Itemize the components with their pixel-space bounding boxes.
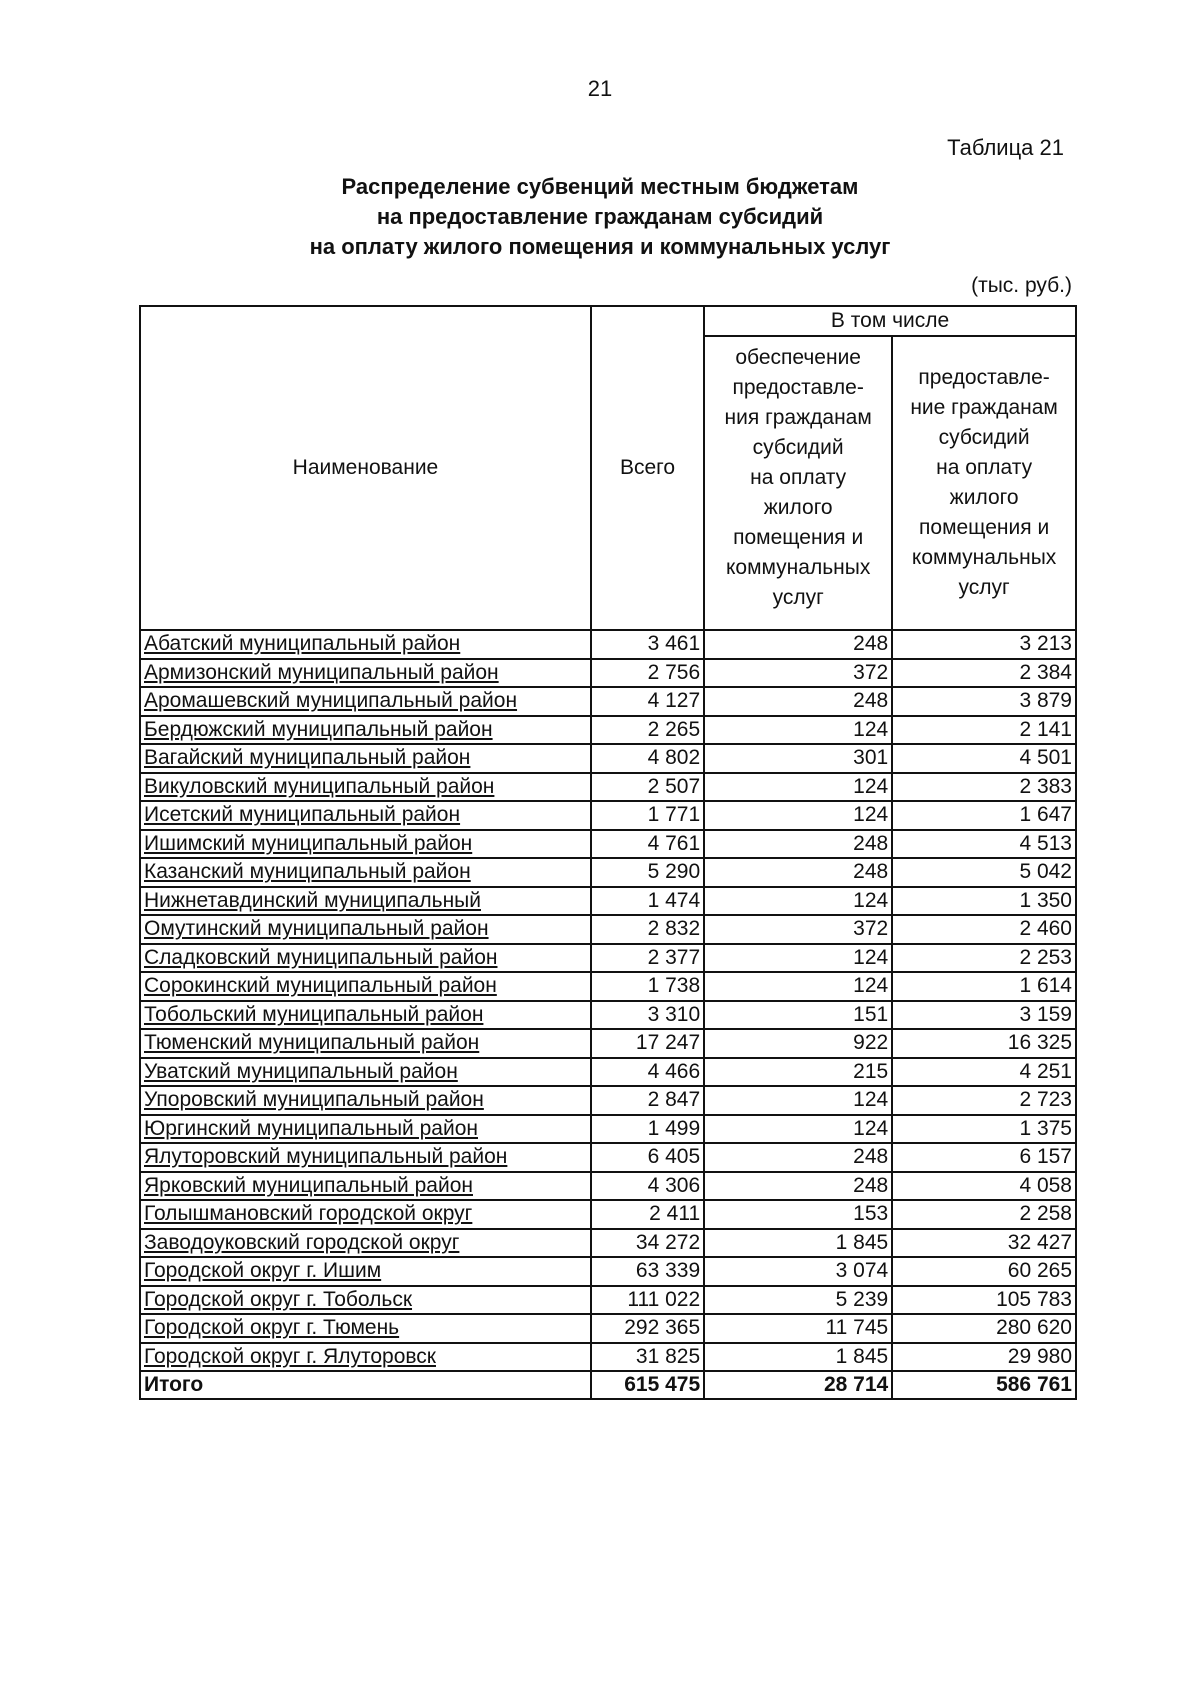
row-name: Городской округ г. Ялуторовск: [140, 1343, 591, 1372]
row-col1: 248: [704, 630, 892, 659]
header-col1-line: услуг: [772, 586, 824, 609]
row-total: 1 738: [591, 972, 704, 1001]
title-line-2: на предоставление гражданам субсидий: [376, 204, 824, 229]
row-col2: 4 513: [892, 830, 1076, 859]
row-total: 2 507: [591, 773, 704, 802]
row-col2: 1 614: [892, 972, 1076, 1001]
row-total: 2 756: [591, 659, 704, 688]
row-col1: 372: [704, 659, 892, 688]
header-col2-line: коммунальных: [911, 546, 1057, 569]
total-row: [140, 1371, 1076, 1399]
row-total: 2 411: [591, 1200, 704, 1229]
row-col1: 248: [704, 1143, 892, 1172]
row-col1: 124: [704, 887, 892, 916]
table-row: [140, 1229, 1076, 1258]
table-row: [140, 830, 1076, 859]
row-col1: 124: [704, 773, 892, 802]
table-row: [140, 716, 1076, 745]
row-total: 5 290: [591, 858, 704, 887]
table-row: [140, 1001, 1076, 1030]
header-col2-line: предоставле-: [918, 366, 1050, 389]
total-col1: 28 714: [704, 1371, 892, 1399]
row-col1: 153: [704, 1200, 892, 1229]
row-name: Казанский муниципальный район: [140, 858, 591, 887]
row-total: 4 466: [591, 1058, 704, 1087]
row-total: 2 832: [591, 915, 704, 944]
header-col1-line: обеспечение: [735, 346, 861, 369]
header-col1-line: помещения и: [733, 526, 864, 549]
table-row: [140, 1200, 1076, 1229]
row-col2: 4 251: [892, 1058, 1076, 1087]
header-col1-line: субсидий: [752, 436, 844, 459]
row-col2: 3 213: [892, 630, 1076, 659]
row-name: Вагайский муниципальный район: [140, 744, 591, 773]
header-name: Наименование: [140, 306, 591, 630]
row-name: Городской округ г. Тюмень: [140, 1314, 591, 1343]
row-col1: 248: [704, 830, 892, 859]
row-col2: 60 265: [892, 1257, 1076, 1286]
header-col2-line: субсидий: [938, 426, 1030, 449]
row-col2: 6 157: [892, 1143, 1076, 1172]
document-title: [0, 172, 1200, 262]
row-total: 31 825: [591, 1343, 704, 1372]
row-col2: 3 879: [892, 687, 1076, 716]
row-total: 4 306: [591, 1172, 704, 1201]
row-total: 34 272: [591, 1229, 704, 1258]
row-col1: 1 845: [704, 1343, 892, 1372]
units-label: (тыс. руб.): [971, 274, 1072, 297]
row-name: Абатский муниципальный район: [140, 630, 591, 659]
table-row: [140, 858, 1076, 887]
row-name: Бердюжский муниципальный район: [140, 716, 591, 745]
row-col2: 3 159: [892, 1001, 1076, 1030]
row-col1: 248: [704, 1172, 892, 1201]
row-col1: 124: [704, 1086, 892, 1115]
title-line-3: на оплату жилого помещения и коммунальных услуг: [309, 234, 891, 259]
row-col2: 2 383: [892, 773, 1076, 802]
row-total: 4 802: [591, 744, 704, 773]
row-col1: 151: [704, 1001, 892, 1030]
row-col2: 4 501: [892, 744, 1076, 773]
table-row: [140, 972, 1076, 1001]
table-row: [140, 801, 1076, 830]
row-total: 1 474: [591, 887, 704, 916]
row-name: Ишимский муниципальный район: [140, 830, 591, 859]
row-col2: 2 384: [892, 659, 1076, 688]
table-row: [140, 687, 1076, 716]
row-total: 3 461: [591, 630, 704, 659]
row-name: Уватский муниципальный район: [140, 1058, 591, 1087]
row-col1: 215: [704, 1058, 892, 1087]
table-row: [140, 915, 1076, 944]
subsidy-table: [139, 305, 1077, 1400]
page-number: 21: [587, 76, 613, 101]
row-total: 2 847: [591, 1086, 704, 1115]
row-name: Упоровский муниципальный район: [140, 1086, 591, 1115]
row-col1: 11 745: [704, 1314, 892, 1343]
row-col2: 29 980: [892, 1343, 1076, 1372]
title-line-1: Распределение субвенций местным бюджетам: [341, 174, 859, 199]
header-total: Всего: [591, 306, 704, 630]
row-col2: 1 375: [892, 1115, 1076, 1144]
row-col2: 2 253: [892, 944, 1076, 973]
row-name: Тобольский муниципальный район: [140, 1001, 591, 1030]
row-col1: 1 845: [704, 1229, 892, 1258]
table-row: [140, 1143, 1076, 1172]
header-col2-line: на оплату: [936, 456, 1033, 479]
row-col1: 248: [704, 687, 892, 716]
table-row: [140, 887, 1076, 916]
row-total: 1 771: [591, 801, 704, 830]
row-name: Викуловский муниципальный район: [140, 773, 591, 802]
row-col2: 1 647: [892, 801, 1076, 830]
total-col2: 586 761: [892, 1371, 1076, 1399]
row-name: Городской округ г. Ишим: [140, 1257, 591, 1286]
header-col2-line: ние гражданам: [910, 396, 1058, 419]
total-total: 615 475: [591, 1371, 704, 1399]
header-col2-line: помещения и: [919, 516, 1050, 539]
row-name: Юргинский муниципальный район: [140, 1115, 591, 1144]
header-col1: [704, 336, 892, 630]
row-col1: 124: [704, 801, 892, 830]
table-row: [140, 773, 1076, 802]
row-name: Голышмановский городской округ: [140, 1200, 591, 1229]
row-name: Аромашевский муниципальный район: [140, 687, 591, 716]
row-name: Ярковский муниципальный район: [140, 1172, 591, 1201]
row-col2: 2 258: [892, 1200, 1076, 1229]
table-row: [140, 1257, 1076, 1286]
table-row: [140, 1029, 1076, 1058]
row-col2: 4 058: [892, 1172, 1076, 1201]
row-name: Сладковский муниципальный район: [140, 944, 591, 973]
row-col2: 280 620: [892, 1314, 1076, 1343]
row-col2: 105 783: [892, 1286, 1076, 1315]
table-label: Таблица 21: [947, 135, 1064, 160]
table-row: [140, 1058, 1076, 1087]
row-col1: 124: [704, 944, 892, 973]
row-col1: 124: [704, 1115, 892, 1144]
header-col1-line: ния гражданам: [724, 406, 872, 429]
row-col2: 2 723: [892, 1086, 1076, 1115]
table-row: [140, 1314, 1076, 1343]
table-row: [140, 1086, 1076, 1115]
row-total: 17 247: [591, 1029, 704, 1058]
row-col2: 16 325: [892, 1029, 1076, 1058]
header-col1-line: коммунальных: [725, 556, 871, 579]
row-col1: 372: [704, 915, 892, 944]
row-col2: 32 427: [892, 1229, 1076, 1258]
row-col2: 1 350: [892, 887, 1076, 916]
row-total: 111 022: [591, 1286, 704, 1315]
row-total: 292 365: [591, 1314, 704, 1343]
row-total: 4 761: [591, 830, 704, 859]
header-group: В том числе: [704, 306, 1076, 336]
row-name: Исетский муниципальный район: [140, 801, 591, 830]
row-total: 63 339: [591, 1257, 704, 1286]
table-row: [140, 1343, 1076, 1372]
table-row: [140, 1115, 1076, 1144]
row-total: 3 310: [591, 1001, 704, 1030]
header-col1-line: предоставле-: [732, 376, 864, 399]
row-name: Заводоуковский городской округ: [140, 1229, 591, 1258]
row-name: Нижнетавдинский муниципальный: [140, 887, 591, 916]
header-col2-line: услуг: [958, 576, 1010, 599]
row-col1: 124: [704, 716, 892, 745]
row-col2: 2 141: [892, 716, 1076, 745]
row-name: Городской округ г. Тобольск: [140, 1286, 591, 1315]
table-row: [140, 1172, 1076, 1201]
header-col1-line: на оплату: [750, 466, 847, 489]
row-total: 2 265: [591, 716, 704, 745]
row-name: Сорокинский муниципальный район: [140, 972, 591, 1001]
table-row: [140, 630, 1076, 659]
row-col1: 922: [704, 1029, 892, 1058]
row-name: Омутинский муниципальный район: [140, 915, 591, 944]
row-col1: 3 074: [704, 1257, 892, 1286]
row-name: Армизонский муниципальный район: [140, 659, 591, 688]
row-col2: 5 042: [892, 858, 1076, 887]
table-row: [140, 944, 1076, 973]
table-row: [140, 659, 1076, 688]
row-col1: 5 239: [704, 1286, 892, 1315]
row-col1: 248: [704, 858, 892, 887]
row-total: 2 377: [591, 944, 704, 973]
total-name: Итого: [140, 1371, 591, 1399]
row-name: Ялуторовский муниципальный район: [140, 1143, 591, 1172]
row-col2: 2 460: [892, 915, 1076, 944]
table-body: [140, 630, 1076, 1399]
header-col2: [892, 336, 1076, 630]
row-name: Тюменский муниципальный район: [140, 1029, 591, 1058]
header-col2-line: жилого: [949, 486, 1019, 509]
row-total: 4 127: [591, 687, 704, 716]
row-total: 6 405: [591, 1143, 704, 1172]
row-col1: 124: [704, 972, 892, 1001]
table-row: [140, 1286, 1076, 1315]
row-total: 1 499: [591, 1115, 704, 1144]
header-col1-line: жилого: [763, 496, 833, 519]
row-col1: 301: [704, 744, 892, 773]
table-row: [140, 744, 1076, 773]
